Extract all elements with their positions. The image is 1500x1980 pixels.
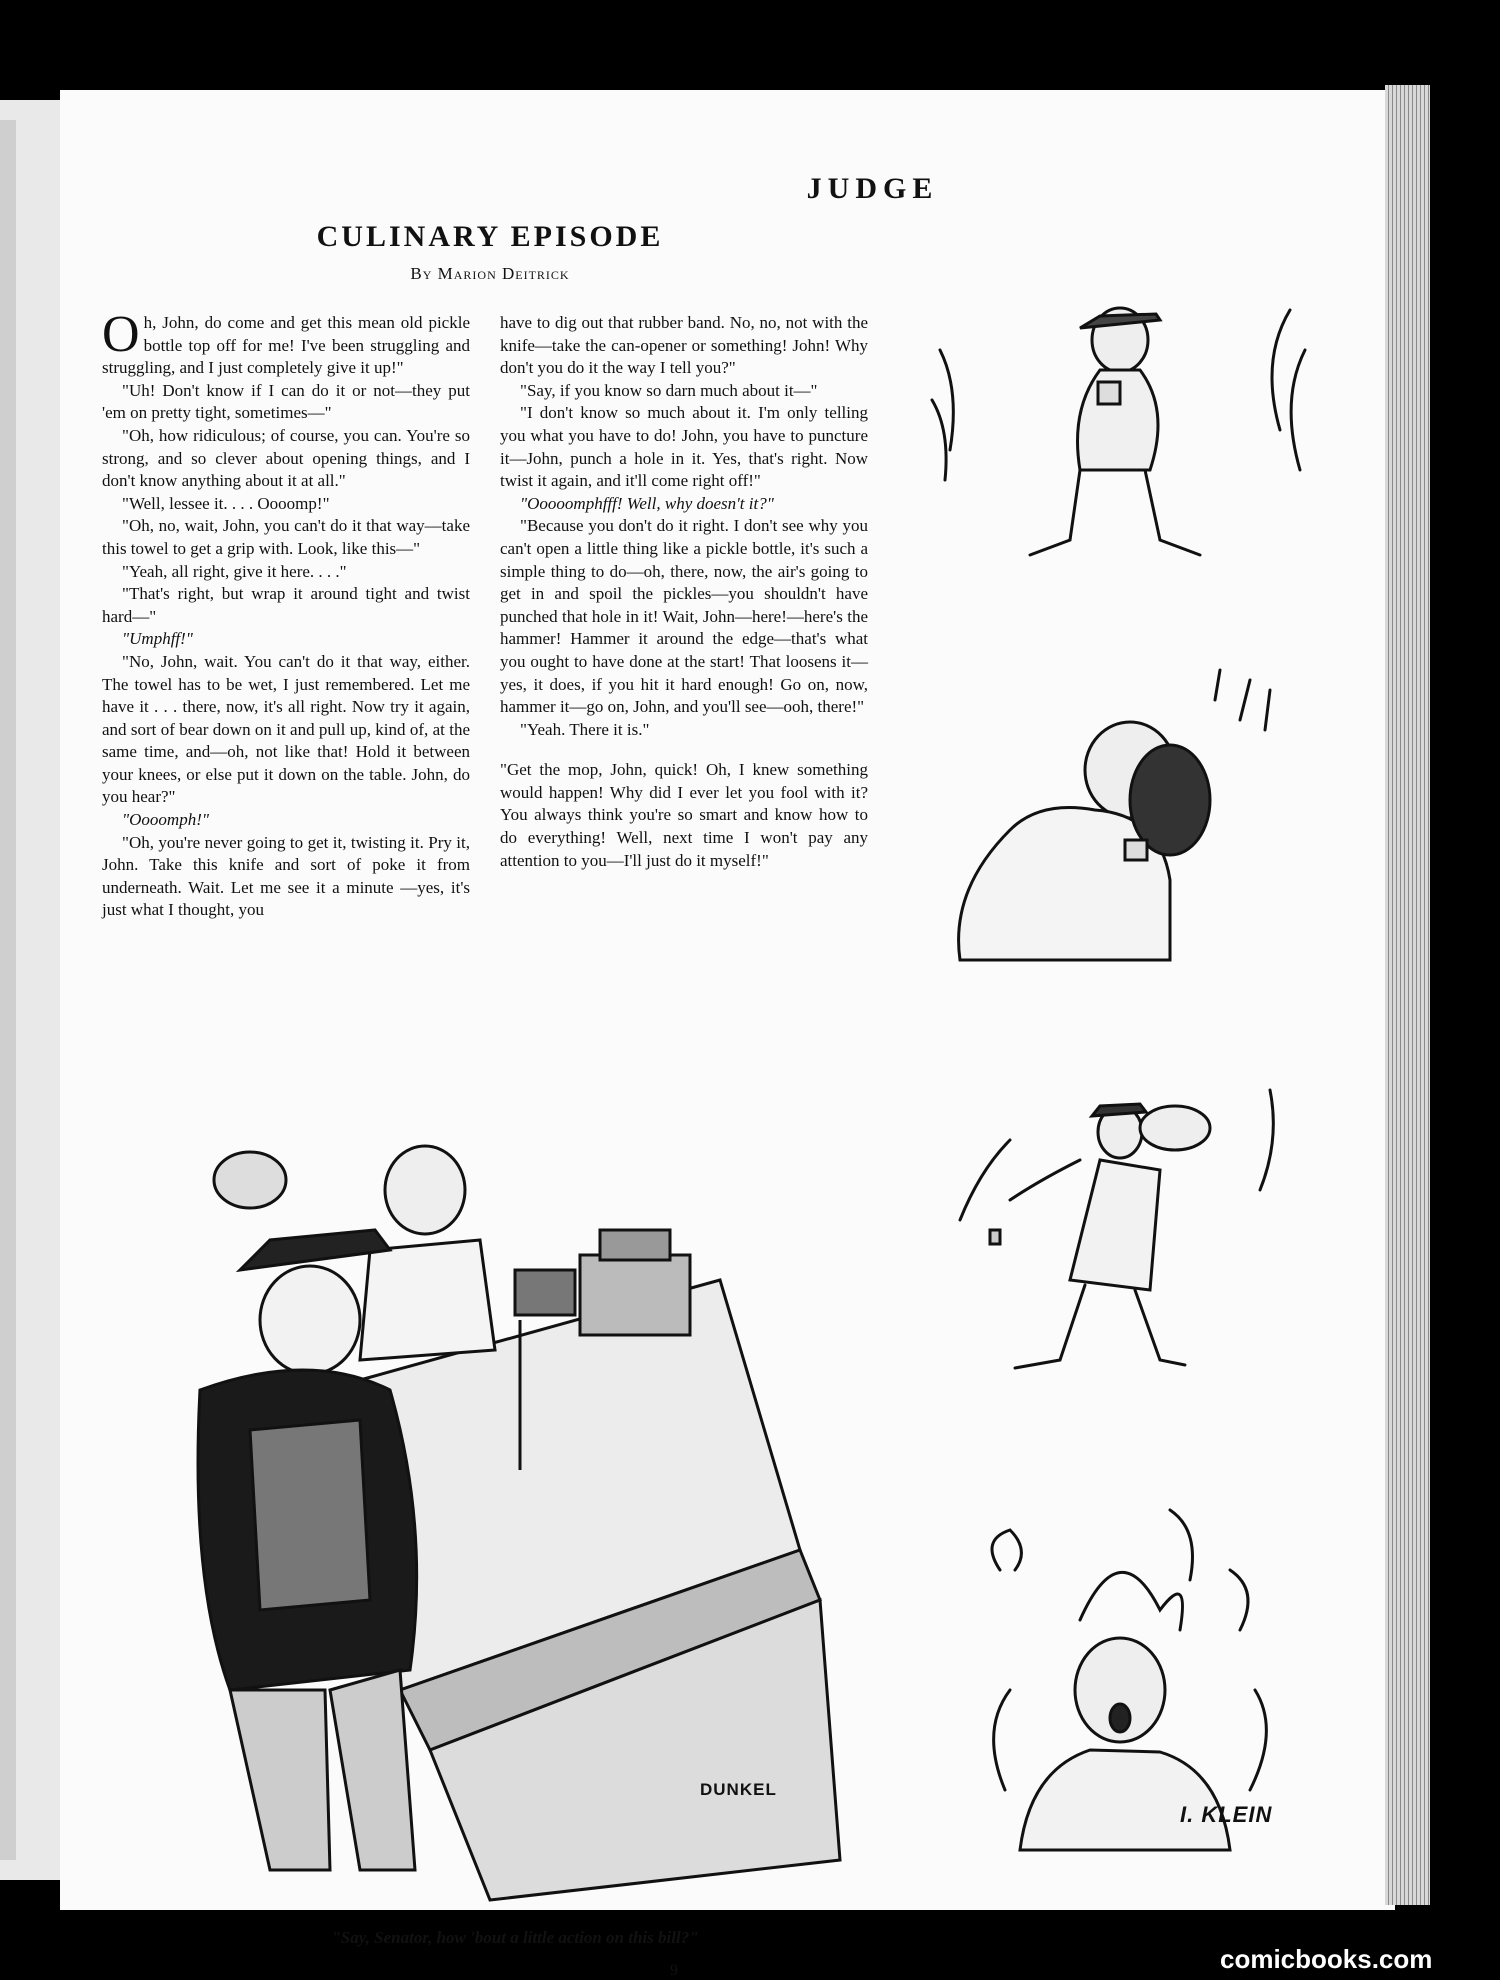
paragraph: have to dig out that rubber band. No, no, not with the knife—take the can-opener or something! John! Why don't you do it the way I tell you?" — [500, 313, 868, 378]
strip-panel-3-illustration — [920, 1060, 1330, 1380]
paragraph: "Oh, how ridiculous; of course, you can. You're so strong, and so clever about opening things, and I don't know anything about it at all." — [102, 425, 470, 491]
article-title: CULINARY EPISODE — [316, 220, 664, 253]
paragraph: "Oh, you're never going to get it, twisting it. Pry it, John. Take this knife and sort of poke it from underneath. Wait. Let me see it a minute —yes, it's just what I thought, you — [102, 832, 470, 920]
cartoon-caption: "Say, Senator, how 'bout a little action on this bill?" — [331, 1928, 699, 1947]
paragraph: "Because you don't do it right. I don't see why you can't open a little thing like a pickle bottle, it's such a simple thing to do—oh, there, now, the air's going to get in and spoil the pickles—you shouldn't have punched that hole in it! Wait, John—here!—here's the hammer! Hammer it around the edge—that's what you ought to have done at the start! That loosens it—yes, it does, if you hit it hard enough! Go on, now, hammer it—go on, John, and you'll see—ooh, there!" — [500, 516, 868, 717]
strip-signature: I. KLEIN — [1180, 1802, 1273, 1827]
left-page-edge — [0, 100, 63, 1880]
paragraph: "Yeah, all right, give it here. . . ." — [122, 561, 347, 581]
paragraph: "I don't know so much about it. I'm only telling you what you have to do! John, you have to puncture it—John, punch a hole in it. Yes, that's right. Now twist it again, and it'll come right off!" — [500, 403, 868, 491]
text-column-2 — [500, 312, 868, 872]
paragraph: "No, John, wait. You can't do it that way, either. The towel has to be wet, I just remembered. Let me have it . . . there, now, it's all right. Now try it again, and sort of bear down on it and pull up, kind of, at the same time, and—oh, not like that! Hold it between your knees, or else put it down on the table. John, do you hear?" — [102, 651, 470, 807]
paragraph: "Ooooomphfff! Well, why doesn't it?" — [520, 493, 774, 513]
strip-panel-2-illustration — [920, 660, 1330, 980]
page-stack-edges — [1385, 85, 1430, 1905]
paragraph: "That's right, but wrap it around tight and twist hard—" — [102, 584, 470, 626]
paragraph: "Oh, no, wait, John, you can't do it that way—take this towel to get a grip with. Look, like this—" — [102, 516, 470, 558]
watermark: comicbooks.com — [1220, 1944, 1433, 1974]
drop-cap: O — [102, 306, 140, 363]
paragraph: "Uh! Don't know if I can do it or not—they put 'em on pretty tight, sometimes—" — [102, 380, 470, 423]
paragraph: "Oooomph!" — [122, 810, 209, 830]
paragraph: Oh, John, do come and get this mean old pickle bottle top off for me! I've been struggling and struggling, and I just completely give it up!" — [102, 306, 470, 378]
paragraph: "Yeah. There it is." — [520, 719, 650, 739]
page-number: 9 — [670, 1962, 678, 1979]
paragraph: "Umphff!" — [122, 629, 193, 649]
byline: By Marion Deitrick — [410, 264, 570, 283]
paragraph: "Well, lessee it. . . . Oooomp!" — [122, 493, 330, 513]
text-column-1 — [102, 306, 470, 922]
paragraph: "Get the mop, John, quick! Oh, I knew something would happen! Why did I ever let you fool with it? You always think you're so smart and know how to do everything! Well, next time I won't pay any attention to you—I'll just do it myself!" — [500, 760, 868, 870]
masthead: JUDGE — [806, 172, 939, 205]
paragraph: "Say, if you know so darn much about it—" — [520, 380, 818, 400]
cartoon-signature: DUNKEL — [700, 1780, 777, 1799]
strip-panel-1-illustration — [920, 270, 1330, 570]
